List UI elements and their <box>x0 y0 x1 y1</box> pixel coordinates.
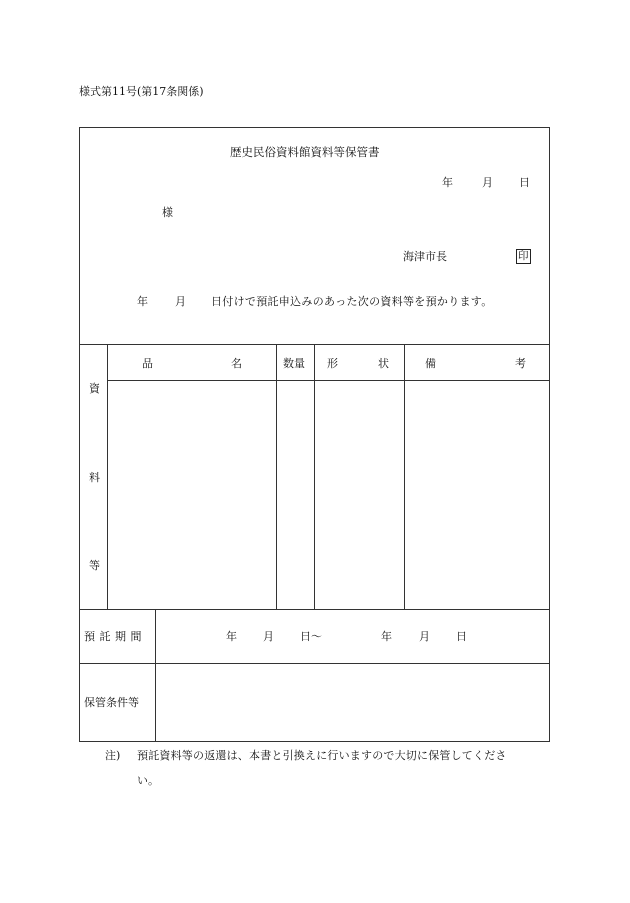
items-col-line-3 <box>404 344 405 609</box>
items-col-line-1 <box>276 344 277 609</box>
period-label: 預 託 期 間 <box>84 630 142 643</box>
seal-mark: 印 <box>518 250 529 262</box>
date-month-label: 月 <box>482 176 493 189</box>
period-start-day: 日〜 <box>300 630 322 643</box>
header-name-char-2: 名 <box>231 357 242 370</box>
date-year-label: 年 <box>442 176 453 189</box>
label-column-line <box>155 609 156 742</box>
header-quantity: 数量 <box>283 357 305 370</box>
header-remarks-char-1: 備 <box>425 357 436 370</box>
date-day-label: 日 <box>519 176 530 189</box>
items-side-column-line <box>107 344 108 609</box>
table-border-bottom <box>79 741 550 742</box>
period-end-day: 日 <box>456 630 467 643</box>
addressee-honorific: 様 <box>162 206 173 219</box>
conditions-label: 保管条件等 <box>84 696 139 709</box>
header-remarks-char-2: 考 <box>515 357 526 370</box>
table-border-top <box>79 127 550 128</box>
statement-year-label: 年 <box>137 295 148 308</box>
conditions-row-top-line <box>79 663 550 664</box>
form-number: 様式第11号(第17条関係) <box>79 85 204 98</box>
items-col-line-2 <box>314 344 315 609</box>
period-start-year: 年 <box>226 630 237 643</box>
period-end-year: 年 <box>381 630 392 643</box>
side-label-char-3: 等 <box>89 559 100 572</box>
side-label-char-2: 料 <box>89 471 100 484</box>
statement-text: 日付けで預託申込みのあった次の資料等を預かります。 <box>211 295 493 308</box>
note-line-1: 預託資料等の返還は、本書と引換えに行いますので大切に保管してくださ <box>137 749 507 762</box>
table-border-left <box>79 127 80 742</box>
document-title: 歴史民俗資料館資料等保管書 <box>230 145 380 159</box>
issuer-title: 海津市長 <box>403 250 447 263</box>
items-header-underline <box>107 380 550 381</box>
header-shape-char-1: 形 <box>327 357 338 370</box>
period-end-month: 月 <box>419 630 430 643</box>
side-label-char-1: 資 <box>89 382 100 395</box>
period-start-month: 月 <box>263 630 274 643</box>
note-marker: 注) <box>105 749 121 762</box>
header-shape-char-2: 状 <box>378 357 389 370</box>
table-border-right <box>549 127 550 742</box>
statement-month-label: 月 <box>175 295 186 308</box>
period-row-top-line <box>79 609 550 610</box>
note-line-2: い。 <box>137 774 159 787</box>
header-name-char-1: 品 <box>142 357 153 370</box>
